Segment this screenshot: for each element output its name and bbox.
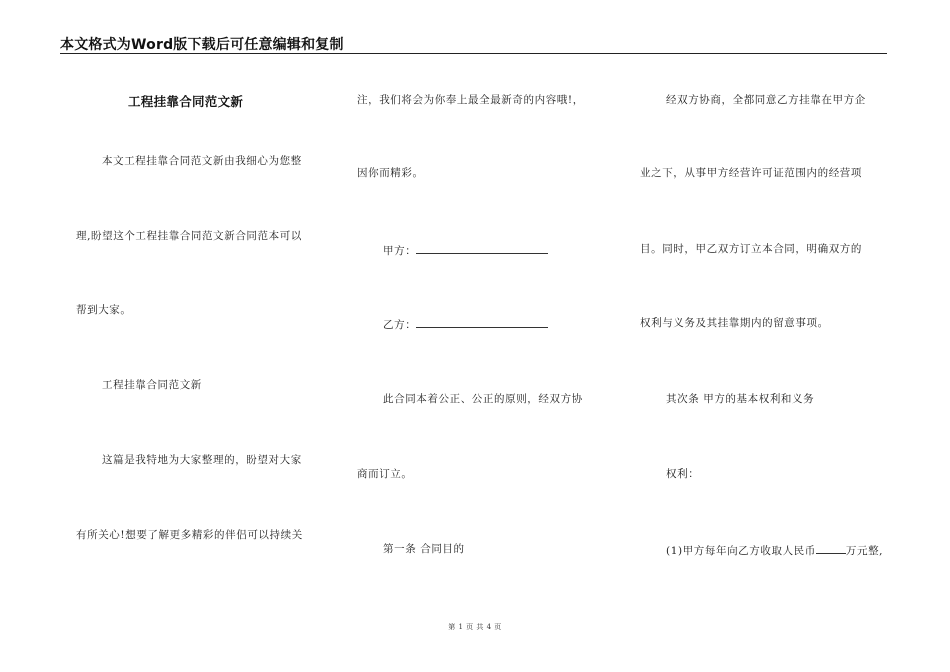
fee-text: (1)甲方每年向乙方收取人民币	[666, 545, 816, 557]
paragraph-line: 此合同本着公正、公正的原则，经双方协	[383, 393, 583, 405]
party-a-line	[383, 242, 548, 258]
document-header-banner: 本文格式为Word版下载后可任意编辑和复制	[60, 37, 344, 53]
paragraph-line: 这篇是我特地为大家整理的，盼望对大家	[102, 454, 302, 466]
paragraph-line: 注，我们将会为你奉上最全最新奇的内容哦!，	[357, 94, 584, 106]
paragraph-line: 权利：	[666, 468, 700, 480]
paragraph-line: 业之下，从事甲方经营许可证范围内的经营项	[640, 167, 862, 179]
paragraph-line: 本文工程挂靠合同范文新由我细心为您整	[102, 155, 302, 167]
paragraph-line: 理,盼望这个工程挂靠合同范文新合同范本可以	[76, 230, 302, 242]
party-a-label: 甲方：	[383, 245, 417, 257]
fee-amount-blank	[816, 542, 846, 554]
fee-line	[666, 542, 883, 558]
clause-heading: 其次条 甲方的基本权利和义务	[666, 393, 815, 405]
paragraph-line: 经双方协商，全都同意乙方挂靠在甲方企	[666, 94, 866, 106]
paragraph-line: 权利与义务及其挂靠期内的留意事项。	[640, 317, 829, 329]
party-b-label: 乙方：	[383, 319, 417, 331]
paragraph-line: 因你而精彩。	[357, 167, 424, 179]
paragraph-line: 商而订立。	[357, 468, 413, 480]
section-heading: 工程挂靠合同范文新	[102, 379, 202, 391]
party-a-blank	[416, 242, 548, 254]
paragraph-line: 目。同时，甲乙双方订立本合同，明确双方的	[640, 243, 862, 255]
party-b-blank	[416, 316, 548, 328]
clause-heading: 第一条 合同目的	[383, 543, 465, 555]
header-divider	[60, 53, 887, 54]
party-b-line	[383, 316, 548, 332]
document-title: 工程挂靠合同范文新	[128, 94, 244, 109]
page-footer: 第 1 页 共 4 页	[448, 623, 502, 631]
paragraph-line: 有所关心!想要了解更多精彩的伴侣可以持续关	[76, 529, 303, 541]
fee-unit-text: 万元整,	[845, 545, 884, 557]
paragraph-line: 帮到大家。	[76, 304, 132, 316]
